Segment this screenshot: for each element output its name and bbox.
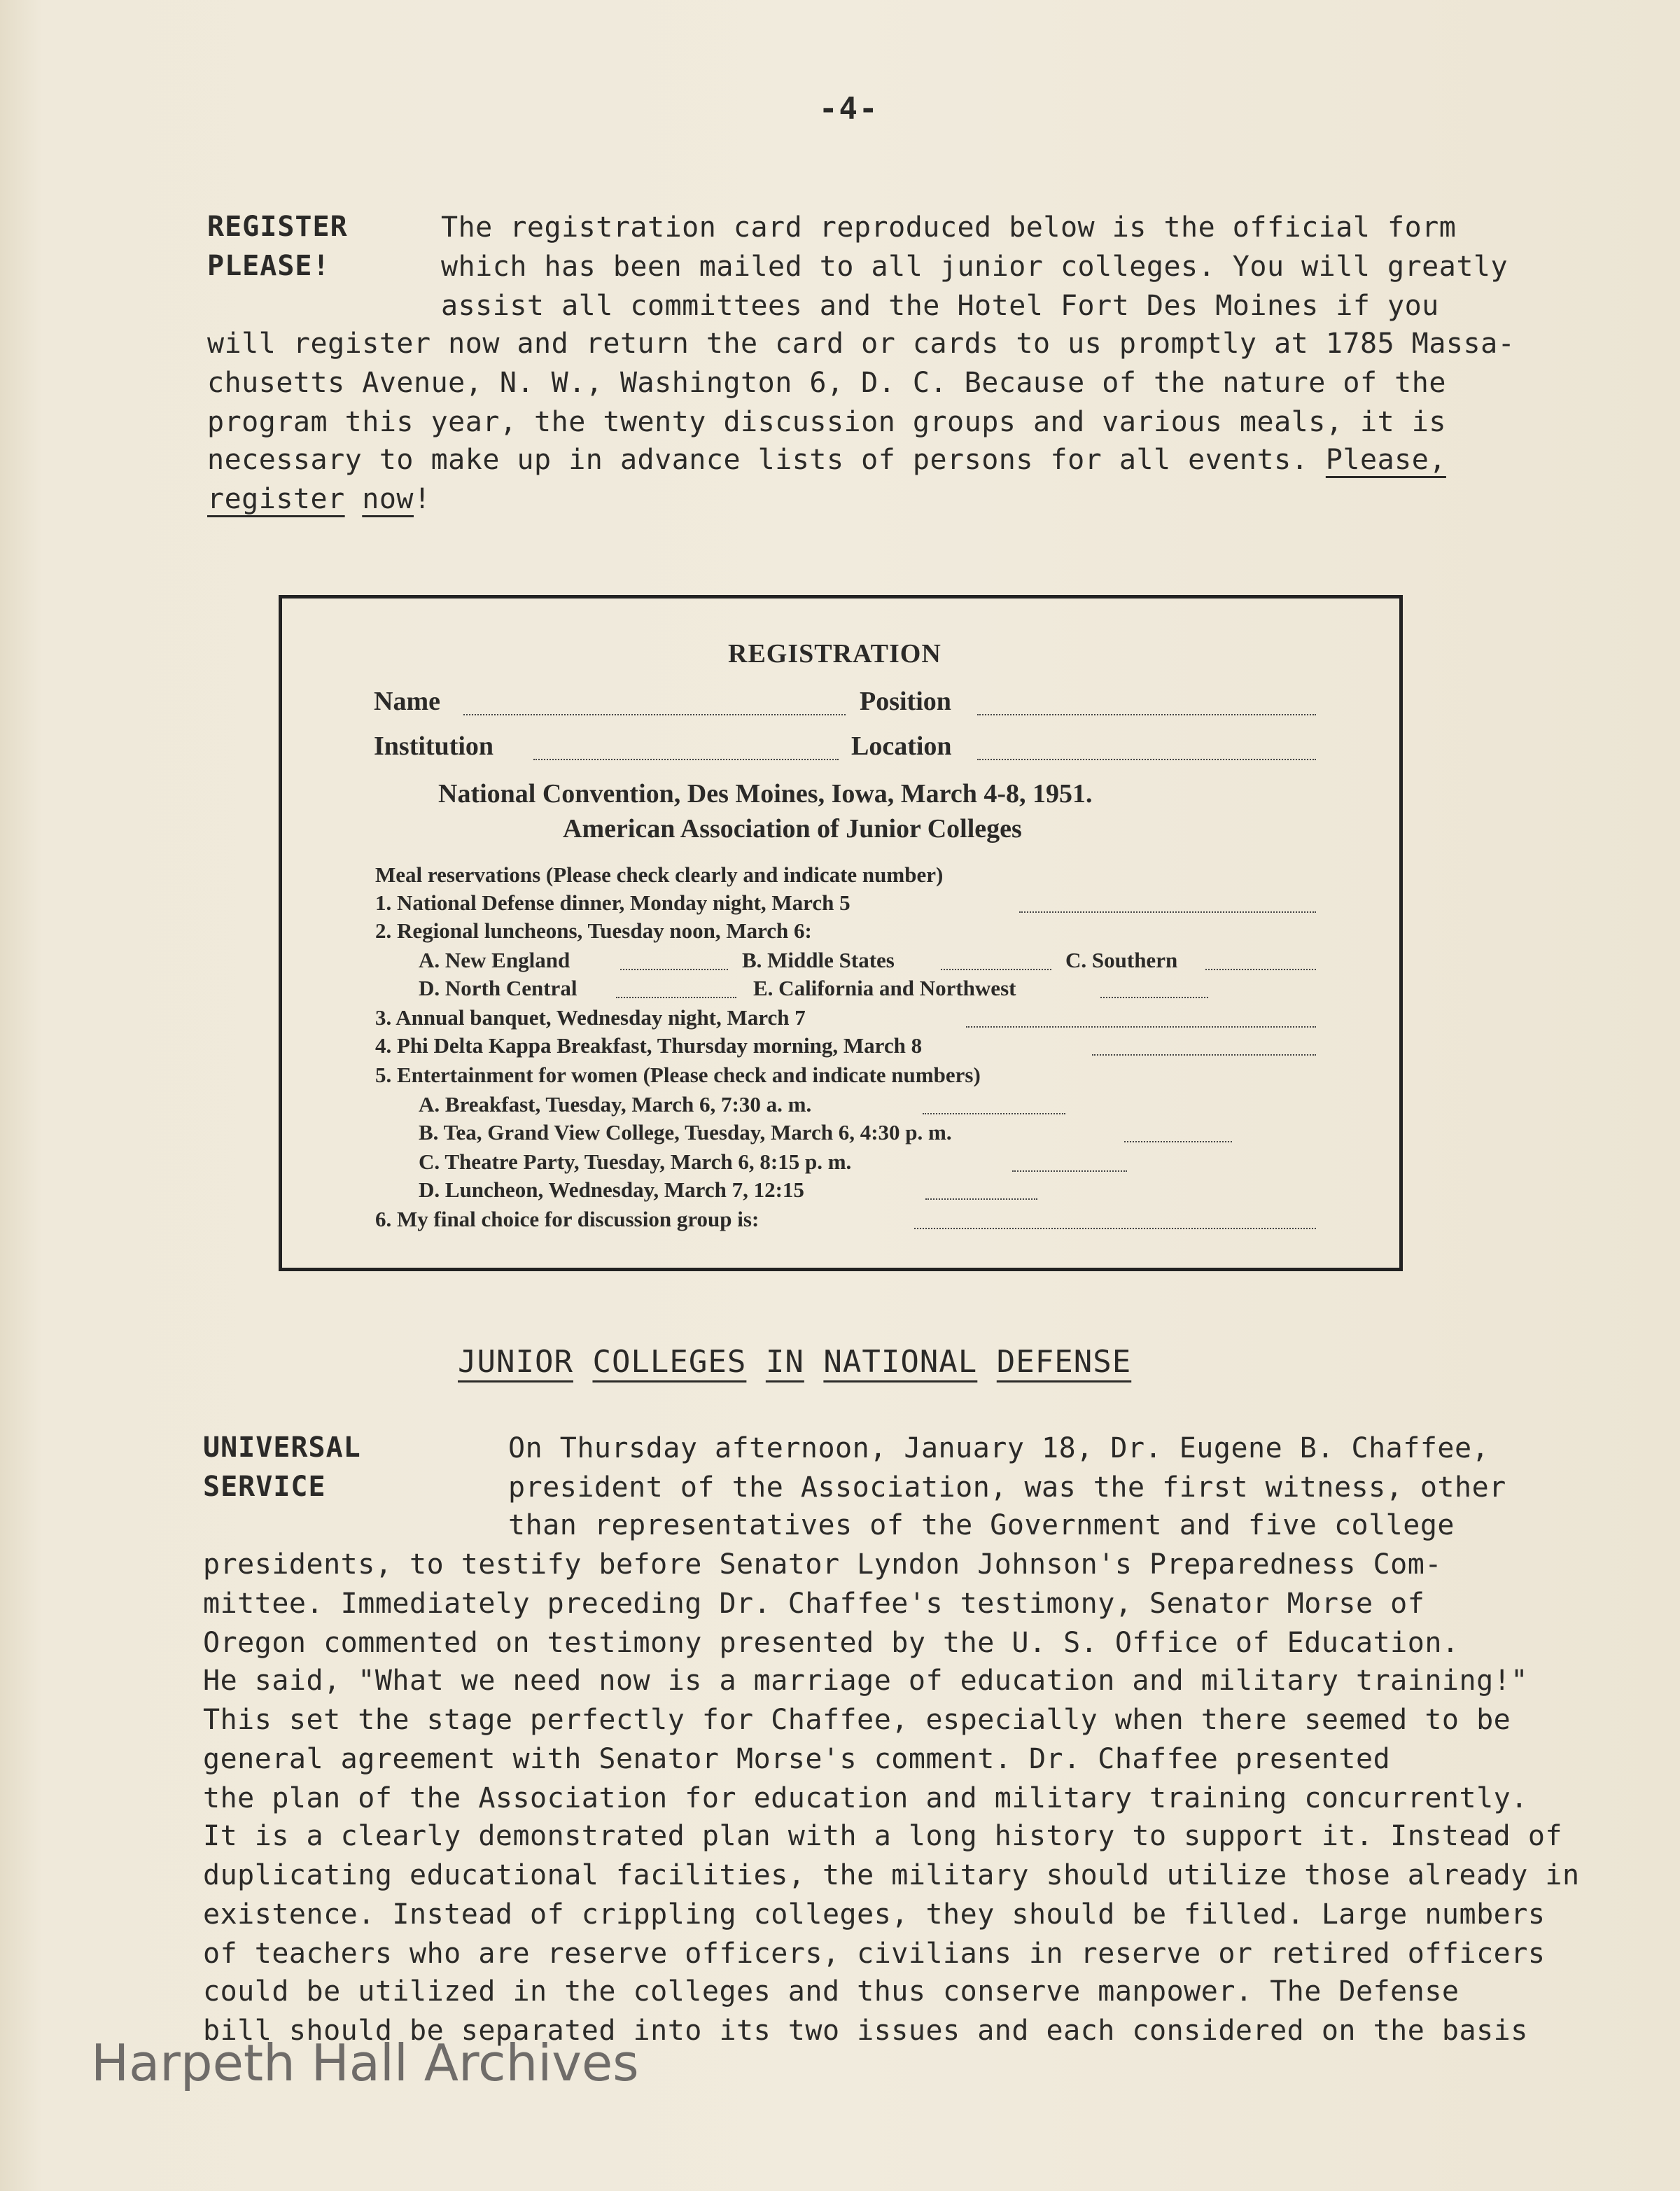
universal-heading-line1: UNIVERSAL: [203, 1432, 361, 1464]
women-item-b: B. Tea, Grand View College, Tuesday, March 6, 4:30 p. m.: [419, 1120, 952, 1144]
region-b: B. Middle States: [742, 948, 895, 972]
register-line-6: program this year, the twenty discussion groups and various meals, it is: [207, 406, 1446, 438]
section-title: [458, 1344, 1131, 1380]
register-line-8: [207, 483, 431, 515]
meal-item-3: 3. Annual banquet, Wednesday night, March 7: [375, 1005, 806, 1030]
institution-field-line: [533, 759, 839, 760]
register-line-7-text: necessary to make up in advance lists of persons for all events.: [207, 444, 1309, 476]
universal-line-13: existence. Instead of crippling colleges, they should be filled. Large numbers: [203, 1898, 1546, 1931]
registration-title: REGISTRATION: [728, 639, 941, 668]
association-line: American Association of Junior Colleges: [563, 814, 1022, 844]
women-item-a: A. Breakfast, Tuesday, March 6, 7:30 a. m.: [419, 1092, 812, 1116]
section-title-word-3: IN: [765, 1344, 804, 1380]
women-item-c: C. Theatre Party, Tuesday, March 6, 8:15 p. m.: [419, 1149, 852, 1174]
region-e-line: [1100, 997, 1208, 998]
women-item-d-line: [925, 1198, 1037, 1200]
register-line-7: [207, 444, 1446, 476]
universal-line-5: mittee. Immediately preceding Dr. Chaffee's testimony, Senator Morse of: [203, 1588, 1425, 1620]
region-d: D. North Central: [419, 976, 578, 1000]
region-b-line: [941, 969, 1051, 970]
universal-line-3: than representatives of the Government and five college: [508, 1509, 1455, 1541]
universal-line-11: It is a clearly demonstrated plan with a long history to support it. Instead of: [203, 1820, 1562, 1852]
meal-item-1-line: [1019, 911, 1316, 913]
meal-item-4: 4. Phi Delta Kappa Breakfast, Thursday morning, March 8: [375, 1033, 923, 1058]
region-a-line: [620, 969, 728, 970]
region-d-line: [616, 997, 736, 998]
emphasis-please: Please,: [1325, 444, 1446, 476]
meal-item-3-line: [966, 1026, 1316, 1028]
women-item-d: D. Luncheon, Wednesday, March 7, 12:15: [419, 1177, 804, 1202]
universal-line-6: Oregon commented on testimony presented by the U. S. Office of Education.: [203, 1627, 1460, 1659]
name-label: Name: [374, 687, 440, 716]
convention-line: National Convention, Des Moines, Iowa, March 4-8, 1951.: [438, 779, 1093, 808]
region-c: C. Southern: [1065, 948, 1178, 972]
region-e: E. California and Northwest: [753, 976, 1016, 1000]
universal-line-10: the plan of the Association for education and military training concurrently.: [203, 1782, 1528, 1814]
emphasis-end: !: [414, 483, 431, 515]
register-heading-line2: PLEASE!: [207, 250, 330, 282]
universal-line-4: presidents, to testify before Senator Lyndon Johnson's Preparedness Com-: [203, 1548, 1442, 1581]
page-number: -4-: [819, 91, 879, 127]
position-label: Position: [860, 687, 951, 716]
register-line-2: which has been mailed to all junior colleges. You will greatly: [441, 251, 1508, 283]
section-title-word-1: JUNIOR: [458, 1344, 573, 1380]
register-line-1: The registration card reproduced below is the official form: [441, 211, 1457, 244]
universal-line-14: of teachers who are reserve officers, civilians in reserve or retired officers: [203, 1938, 1546, 1970]
universal-line-15: could be utilized in the colleges and thus conserve manpower. The Defense: [203, 1975, 1460, 2008]
women-item-b-line: [1124, 1141, 1232, 1142]
position-field-line: [977, 714, 1316, 715]
region-c-line: [1205, 969, 1316, 970]
meal-header: Meal reservations (Please check clearly and indicate number): [375, 862, 944, 887]
women-item-c-line: [1012, 1170, 1127, 1172]
register-line-5: chusetts Avenue, N. W., Washington 6, D. C. Because of the nature of the: [207, 367, 1446, 399]
universal-line-2: president of the Association, was the first witness, other: [508, 1471, 1506, 1504]
universal-line-8: This set the stage perfectly for Chaffee, especially when there seemed to be: [203, 1704, 1511, 1736]
universal-heading: [203, 1428, 361, 1506]
meal-item-4-line: [1092, 1054, 1316, 1056]
region-a: A. New England: [419, 948, 570, 972]
universal-heading-line2: SERVICE: [203, 1471, 326, 1503]
register-heading: [207, 207, 348, 286]
emphasis-now: now: [362, 483, 414, 515]
women-item-a-line: [923, 1113, 1065, 1114]
register-heading-line1: REGISTER: [207, 211, 348, 243]
universal-line-16: bill should be separated into its two issues and each considered on the basis: [203, 2015, 1528, 2047]
universal-line-12: duplicating educational facilities, the military should utilize those already in: [203, 1859, 1580, 1891]
meal-item-6-line: [914, 1228, 1316, 1229]
meal-item-1: 1. National Defense dinner, Monday night, March 5: [375, 890, 850, 915]
name-field-line: [463, 714, 846, 715]
meal-item-6: 6. My final choice for discussion group is:: [375, 1207, 760, 1231]
institution-label: Institution: [374, 732, 494, 761]
section-title-word-4: NATIONAL: [823, 1344, 978, 1380]
register-line-4: will register now and return the card or cards to us promptly at 1785 Massa-: [207, 328, 1516, 360]
meal-item-5: 5. Entertainment for women (Please check and indicate numbers): [375, 1063, 981, 1087]
meal-item-2: 2. Regional luncheons, Tuesday noon, March 6:: [375, 918, 812, 943]
section-title-word-2: COLLEGES: [592, 1344, 747, 1380]
universal-line-9: general agreement with Senator Morse's comment. Dr. Chaffee presented: [203, 1743, 1391, 1775]
emphasis-register: register: [207, 483, 345, 515]
universal-line-7: He said, "What we need now is a marriage of education and military training!": [203, 1665, 1528, 1697]
universal-line-1: On Thursday afternoon, January 18, Dr. Eugene B. Chaffee,: [508, 1432, 1490, 1464]
location-label: Location: [851, 732, 952, 761]
section-title-word-5: DEFENSE: [996, 1344, 1132, 1380]
location-field-line: [977, 759, 1316, 760]
archive-watermark: Harpeth Hall Archives: [91, 2033, 639, 2092]
register-line-3: assist all committees and the Hotel Fort Des Moines if you: [441, 290, 1439, 322]
